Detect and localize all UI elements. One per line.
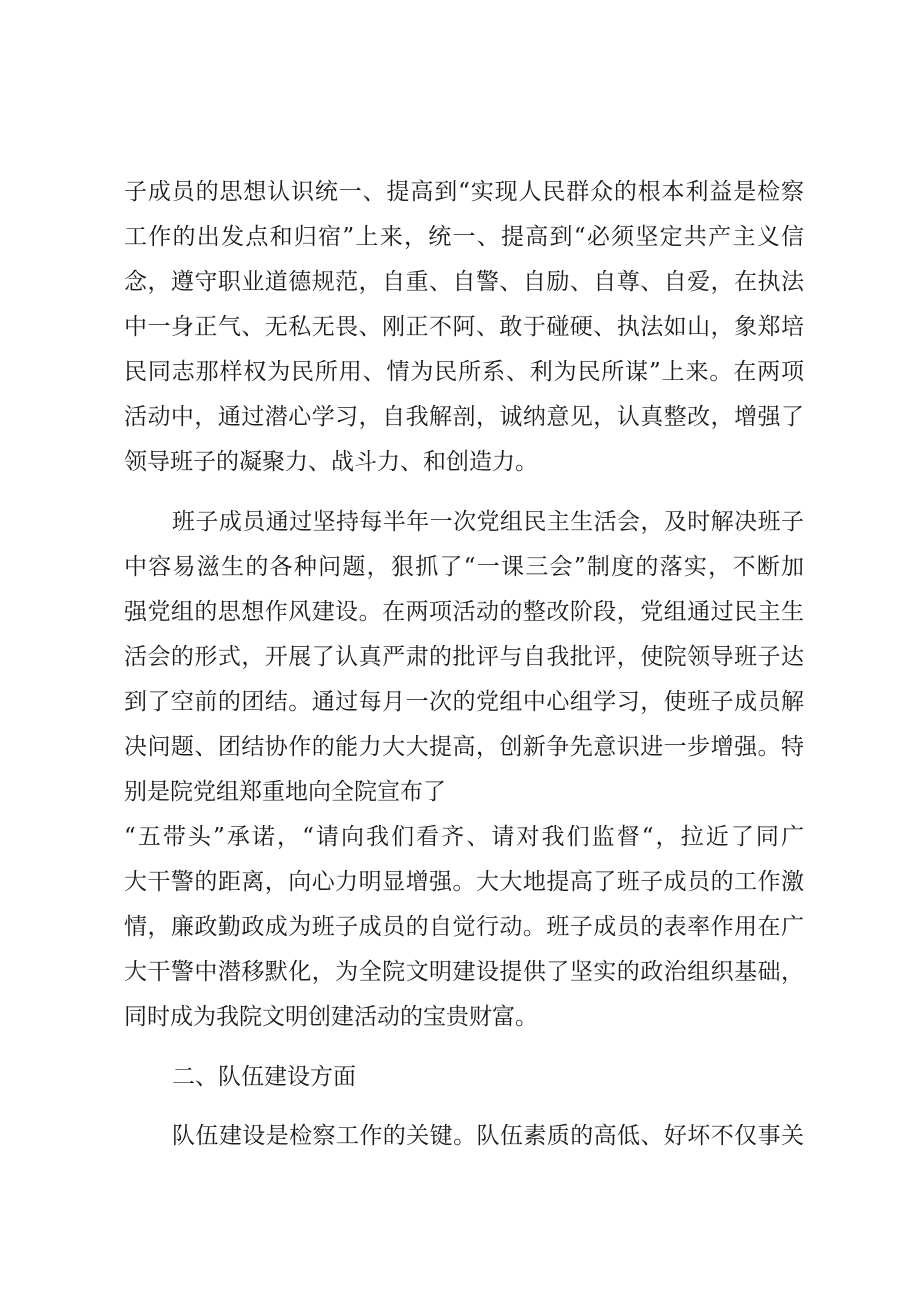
text-line: 念，遵守职业道德规范，自重、自警、自励、自尊、自爱，在执法 bbox=[124, 269, 804, 295]
text-line: 子成员的思想认识统一、提高到“实现人民群众的根本利益是检察 bbox=[124, 179, 804, 205]
text-line: 强党组的思想作风建设。在两项活动的整改阶段，党组通过民主生 bbox=[124, 599, 804, 625]
text-line: 别是院党组郑重地向全院宣布了 bbox=[124, 779, 446, 805]
text-line: 中一身正气、无私无畏、刚正不阿、敢于碰硬、执法如山，象郑培 bbox=[124, 314, 804, 340]
text-line: 领导班子的凝聚力、战斗力、和创造力。 bbox=[124, 449, 538, 475]
text-line: 大干警的距离，向心力明显增强。大大地提高了班子成员的工作激 bbox=[124, 869, 804, 895]
text-line: 大干警中潜移默化，为全院文明建设提供了坚实的政治组织基础， bbox=[124, 959, 804, 985]
text-line: 到了空前的团结。通过每月一次的党组中心组学习，使班子成员解 bbox=[124, 689, 804, 715]
text-line: 活会的形式，开展了认真严肃的批评与自我批评，使院领导班子达 bbox=[124, 644, 804, 670]
text-line: 工作的出发点和归宿”上来，统一、提高到“必须坚定共产主义信 bbox=[124, 224, 804, 250]
text-line: 情，廉政勤政成为班子成员的自觉行动。班子成员的表率作用在广 bbox=[124, 914, 804, 940]
section-heading: 二、队伍建设方面 bbox=[172, 1064, 356, 1090]
text-line: 活动中，通过潜心学习，自我解剖，诚纳意见，认真整改，增强了 bbox=[124, 404, 804, 430]
text-line: 决问题、团结协作的能力大大提高，创新争先意识进一步增强。特 bbox=[124, 734, 804, 760]
text-line: 民同志那样权为民所用、情为民所系、利为民所谋”上来。在两项 bbox=[124, 359, 804, 385]
text-line: 中容易滋生的各种问题，狠抓了“一课三会”制度的落实，不断加 bbox=[124, 554, 804, 580]
text-line: 队伍建设是检察工作的关键。队伍素质的高低、好坏不仅事关 bbox=[172, 1123, 804, 1149]
text-line: 同时成为我院文明创建活动的宝贵财富。 bbox=[124, 1004, 538, 1030]
text-line: “五带头”承诺，“请向我们看齐、请对我们监督“，拉近了同广 bbox=[124, 824, 804, 850]
text-line: 班子成员通过坚持每半年一次党组民主生活会，及时解决班子 bbox=[172, 509, 804, 535]
